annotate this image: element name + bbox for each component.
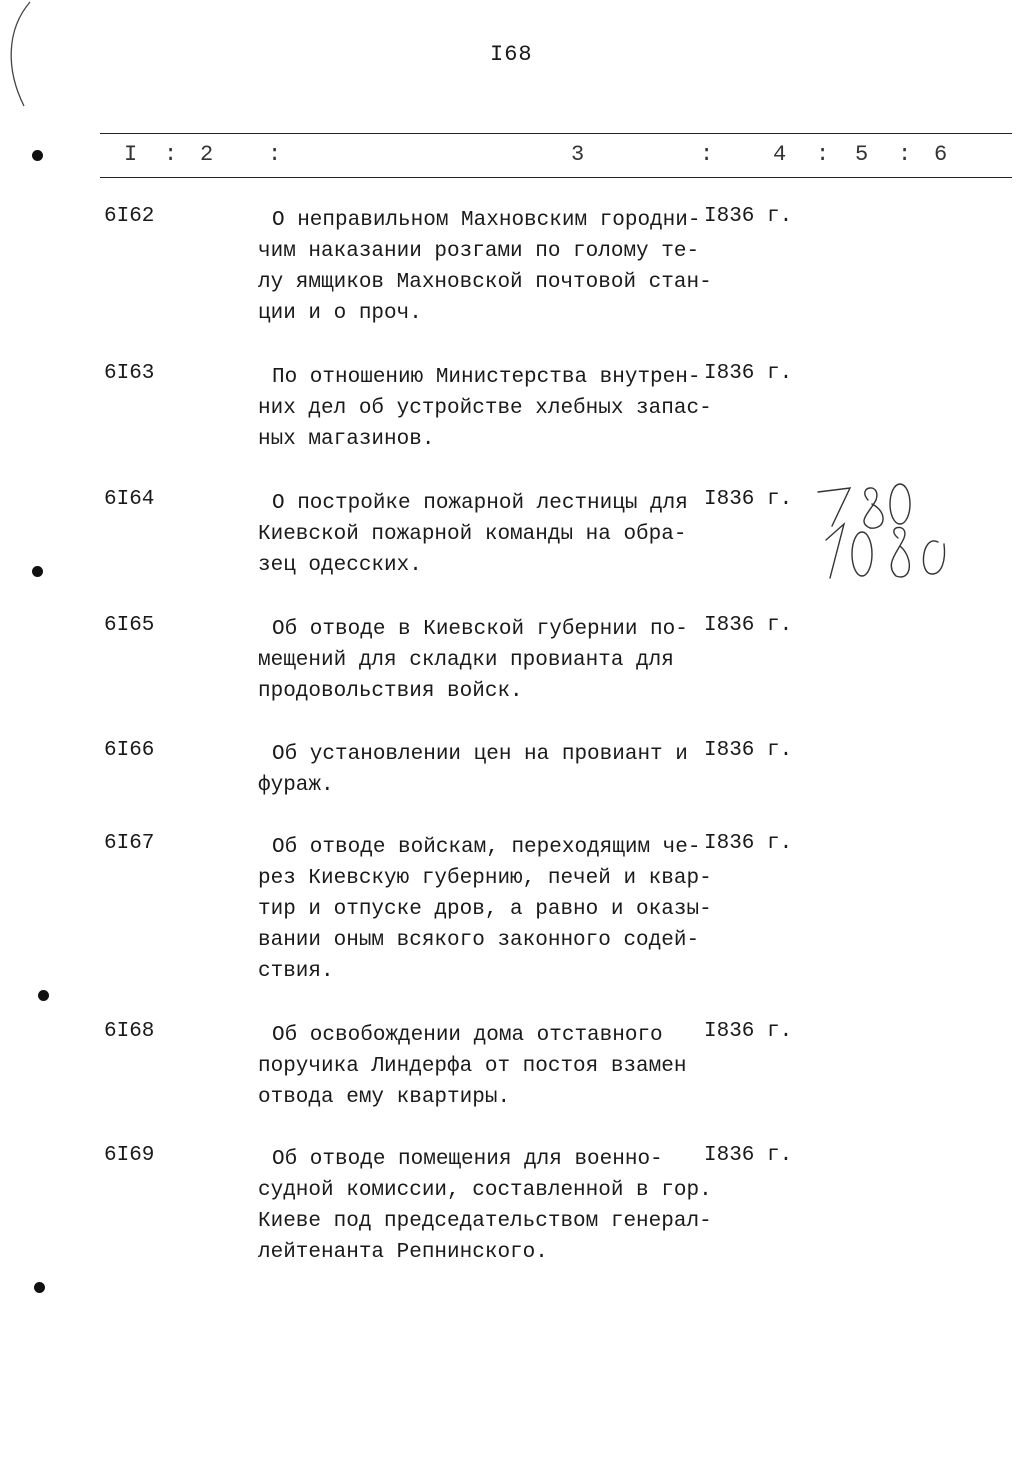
entry-number: 6I68: [104, 1020, 155, 1043]
entry-year: I836 г.: [704, 832, 793, 855]
column-header-4: 4: [773, 142, 787, 167]
entry-line: Киеве под председательством генерал-: [258, 1210, 712, 1233]
entry-line: О постройке пожарной лестницы для: [272, 492, 688, 515]
entry-line: судной комиссии, составленной в гор.: [258, 1179, 712, 1202]
entry-year: I836 г.: [704, 1144, 793, 1167]
entry-line: Об отводе войскам, переходящим че-: [272, 836, 701, 859]
entry-year: I836 г.: [704, 488, 793, 511]
entry-line: ных магазинов.: [258, 428, 435, 451]
entry-line: них дел об устройстве хлебных запас-: [258, 397, 712, 420]
punch-hole: [32, 566, 43, 577]
column-header-5: 5: [855, 142, 869, 167]
column-header-2: 2: [200, 142, 214, 167]
entry-description: [258, 362, 718, 455]
entry-year: I836 г.: [704, 205, 793, 228]
entry-line: тир и отпуске дров, а равно и оказы-: [258, 898, 712, 921]
entry-description: [258, 488, 718, 581]
entry-line: ствия.: [258, 960, 334, 983]
entry-year: I836 г.: [704, 362, 793, 385]
column-header-3: 3: [571, 142, 585, 167]
entry-line: поручика Линдерфа от постоя взамен: [258, 1055, 687, 1078]
entry-year: I836 г.: [704, 614, 793, 637]
entry-number: 6I67: [104, 832, 155, 855]
margin-curve: [0, 0, 40, 110]
entry-line: рез Киевскую губернию, печей и квар-: [258, 867, 712, 890]
entry-number: 6I66: [104, 739, 155, 762]
entry-line: По отношению Министерства внутрен-: [272, 366, 701, 389]
entry-line: лу ямщиков Махновской почтовой стан-: [258, 271, 712, 294]
entry-description: [258, 205, 718, 329]
entry-line: фураж.: [258, 774, 334, 797]
entry-line: зец одесских.: [258, 554, 422, 577]
punch-hole: [32, 150, 43, 161]
entry-line: Об отводе помещения для военно-: [272, 1148, 663, 1171]
entry-line: мещений для складки провианта для: [258, 649, 674, 672]
entry-number: 6I69: [104, 1144, 155, 1167]
column-separator: :: [700, 142, 714, 167]
entry-description: [258, 739, 718, 801]
entry-line: Об освобождении дома отставного: [272, 1024, 663, 1047]
header-top-rule: [100, 133, 1012, 134]
entry-line: чим наказании розгами по голому те-: [258, 240, 700, 263]
entry-line: вании оным всякого законного содей-: [258, 929, 700, 952]
entry-line: О неправильном Махновским городни-: [272, 209, 701, 232]
handwritten-annotation: [810, 478, 960, 598]
entry-line: отвода ему квартиры.: [258, 1086, 511, 1109]
column-separator: :: [268, 142, 282, 167]
column-separator: :: [164, 142, 178, 167]
punch-hole: [38, 990, 49, 1001]
entry-line: лейтенанта Репнинского.: [258, 1241, 548, 1264]
entry-description: [258, 1144, 718, 1268]
entry-number: 6I64: [104, 488, 155, 511]
entry-line: ции и о проч.: [258, 302, 422, 325]
entry-number: 6I65: [104, 614, 155, 637]
punch-hole: [34, 1282, 45, 1293]
column-header-1: I: [124, 142, 138, 167]
entry-number: 6I63: [104, 362, 155, 385]
header-bottom-rule: [100, 177, 1012, 178]
entry-description: [258, 832, 718, 987]
entry-year: I836 г.: [704, 1020, 793, 1043]
entry-number: 6I62: [104, 205, 155, 228]
column-separator: :: [816, 142, 830, 167]
page-number: I68: [490, 42, 533, 67]
column-separator: :: [898, 142, 912, 167]
entry-description: [258, 614, 718, 707]
entry-line: Киевской пожарной команды на обра-: [258, 523, 687, 546]
column-header-6: 6: [934, 142, 948, 167]
entry-description: [258, 1020, 718, 1113]
entry-line: Об отводе в Киевской губернии по-: [272, 618, 688, 641]
entry-line: Об установлении цен на провиант и: [272, 743, 688, 766]
entry-year: I836 г.: [704, 739, 793, 762]
entry-line: продовольствия войск.: [258, 680, 523, 703]
